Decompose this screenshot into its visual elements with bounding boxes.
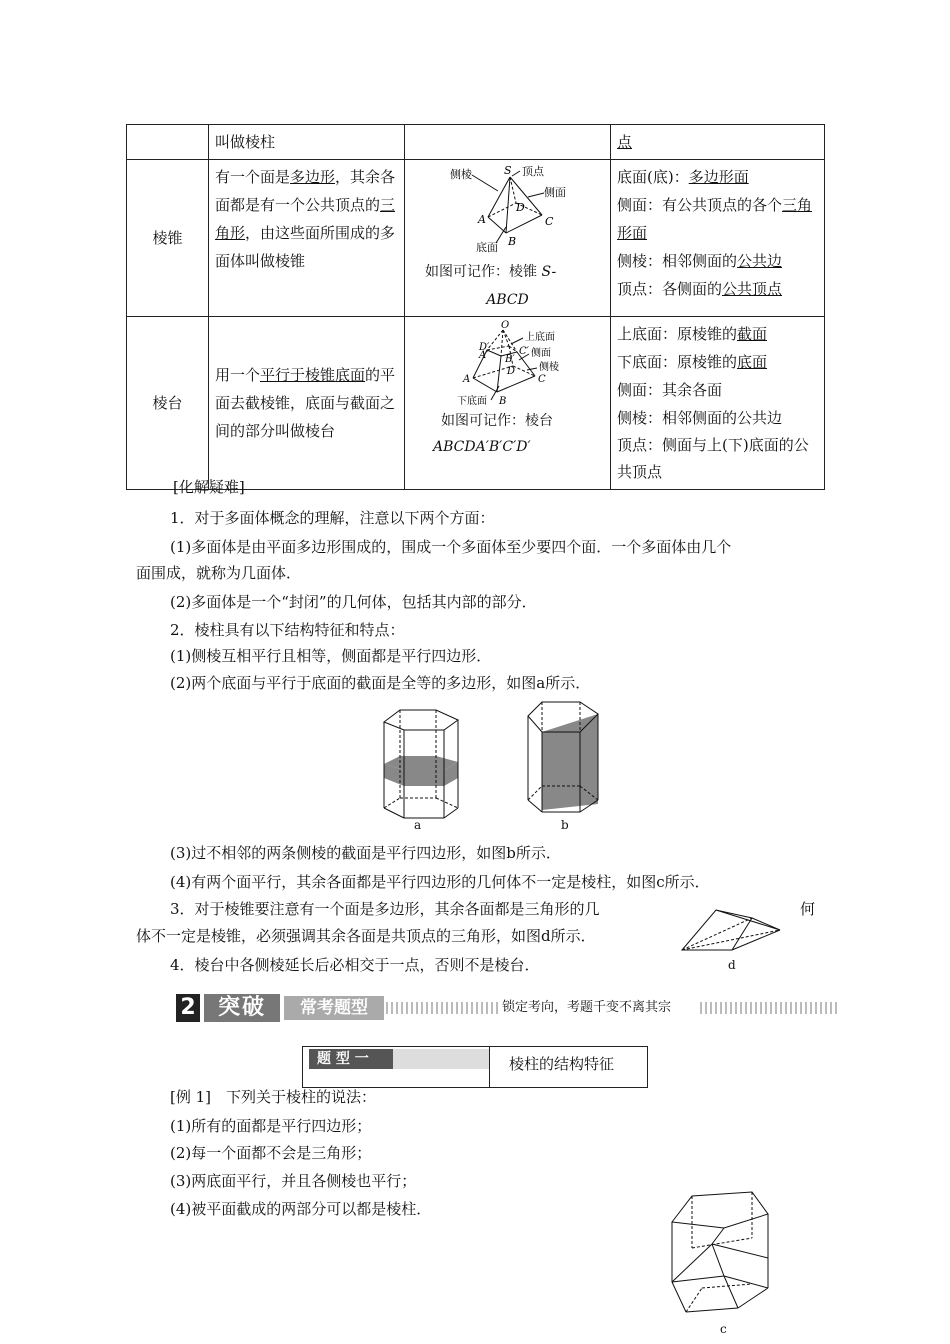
pyramid-name: 棱锥 bbox=[127, 160, 209, 317]
figure-d-label: d bbox=[728, 958, 736, 972]
svg-text:下底面: 下底面 bbox=[456, 396, 487, 407]
paragraph: (1)侧棱互相平行且相等，侧面都是平行四边形． bbox=[170, 647, 492, 665]
svg-text:C: C bbox=[537, 374, 546, 385]
pyramid-figure-cell: 侧棱 S 顶点 侧面 D A C B 底面 如图可记作：棱锥 S- ABCD bbox=[405, 160, 611, 317]
figure-c-label: c bbox=[720, 1322, 727, 1336]
section-heading: [化解疑难] bbox=[173, 478, 245, 496]
figure-a-label: a bbox=[414, 818, 422, 832]
frustum-diagram bbox=[443, 320, 573, 410]
paragraph: (4)有两个面平行，其余各面都是平行四边形的几何体不一定是棱柱，如图c所示． bbox=[170, 873, 710, 891]
paragraph: 1．对于多面体概念的理解，注意以下两个方面： bbox=[170, 509, 495, 527]
figure-c-solid bbox=[664, 1188, 784, 1322]
paragraph: (3)过不相邻的两条侧棱的截面是平行四边形，如图b所示． bbox=[170, 844, 561, 862]
banner-number: 2 bbox=[176, 994, 200, 1022]
type-tag: 题 型 一 bbox=[309, 1049, 401, 1069]
prism-def-tail: 叫做棱柱 bbox=[209, 125, 405, 160]
frustum-name: 棱台 bbox=[127, 317, 209, 490]
svg-text:侧面: 侧面 bbox=[530, 348, 551, 359]
svg-text:顶点: 顶点 bbox=[521, 165, 544, 178]
svg-text:B′: B′ bbox=[504, 354, 515, 365]
example-item: (3)两底面平行，并且各侧棱也平行； bbox=[170, 1172, 417, 1190]
banner-title: 突破 bbox=[204, 994, 280, 1022]
paragraph: (1)多面体是由平面多边形围成的，围成一个多面体至少要四个面．一个多面体由几个 bbox=[170, 538, 732, 556]
paragraph: 4．棱台中各侧棱延长后必相交于一点，否则不是棱台． bbox=[170, 956, 540, 974]
paragraph: 面围成，就称为几面体． bbox=[136, 564, 302, 582]
svg-text:B: B bbox=[507, 235, 516, 248]
pyramid-notes: 底面(底)：多边形面 侧面：有公共顶点的各个三角形面 侧棱：相邻侧面的公共边 顶点：各侧面的公共顶点 bbox=[611, 160, 825, 317]
paragraph-end: 何 bbox=[800, 900, 816, 918]
svg-text:A: A bbox=[477, 213, 486, 226]
paragraph: 3．对于棱锥要注意有一个面是多边形，其余各面都是三角形的几 bbox=[170, 900, 600, 918]
banner-subtitle: 常考题型 bbox=[284, 996, 384, 1020]
figure-d-solid bbox=[680, 904, 786, 956]
example-item: (1)所有的面都是平行四边形； bbox=[170, 1117, 372, 1135]
figure-b-label: b bbox=[561, 818, 569, 832]
example-item: (4)被平面截成的两部分可以都是棱柱． bbox=[170, 1200, 432, 1218]
svg-text:O: O bbox=[500, 320, 509, 331]
svg-text:D: D bbox=[506, 366, 515, 377]
section-banner bbox=[176, 994, 840, 1022]
figure-a-prism bbox=[378, 704, 462, 832]
paragraph: (2)两个底面与平行于底面的截面是全等的多边形，如图a所示． bbox=[170, 674, 591, 692]
example-item: (2)每一个面都不会是三角形； bbox=[170, 1144, 372, 1162]
svg-text:S: S bbox=[503, 165, 512, 177]
pyramid-diagram bbox=[448, 165, 568, 255]
paragraph: 2．棱柱具有以下结构特征和特点： bbox=[170, 621, 405, 639]
figure-b-prism bbox=[524, 700, 604, 832]
svg-text:A: A bbox=[462, 374, 470, 385]
table-row bbox=[127, 125, 825, 160]
frustum-figure-cell: O 上底面 侧面 侧棱 D′ A′ B′ C′ D A C B 下底面 如图可记作：棱台 ABCDA′B′C′D′ bbox=[405, 317, 611, 490]
banner-stripe bbox=[700, 1002, 840, 1014]
banner-tagline: 锁定考向，考题千变不离其宗 bbox=[502, 1000, 672, 1015]
frustum-def: 用一个平行于棱锥底面的平面去截棱锥，底面与截面之间的部分叫做棱台 bbox=[209, 317, 405, 490]
table-row bbox=[127, 317, 825, 490]
svg-text:C′: C′ bbox=[518, 346, 529, 357]
svg-text:B: B bbox=[498, 396, 506, 407]
concept-table bbox=[126, 124, 825, 490]
svg-text:侧棱: 侧棱 bbox=[449, 168, 472, 181]
prism-note-tail: 点 bbox=[617, 133, 633, 151]
svg-text:上底面: 上底面 bbox=[524, 332, 555, 343]
example-heading: [例 1] 下列关于棱柱的说法： bbox=[170, 1088, 377, 1106]
paragraph: 体不一定是棱锥，必须强调其余各面是共顶点的三角形，如图d所示． bbox=[136, 927, 596, 945]
type-title: 棱柱的结构特征 bbox=[509, 1055, 615, 1073]
pyramid-def: 有一个面是多边形，其余各面都是有一个公共顶点的三角形，由这些面所围成的多面体叫做棱锥 bbox=[209, 160, 405, 317]
svg-text:D′: D′ bbox=[478, 342, 489, 353]
svg-text:侧棱: 侧棱 bbox=[538, 362, 559, 373]
svg-text:底面: 底面 bbox=[475, 241, 498, 254]
question-type-box bbox=[302, 1046, 648, 1088]
paragraph: (2)多面体是一个“封闭”的几何体，包括其内部的部分． bbox=[170, 593, 537, 611]
banner-stripe bbox=[386, 1002, 500, 1014]
svg-text:D: D bbox=[515, 201, 525, 214]
table-row bbox=[127, 160, 825, 317]
frustum-notes: 上底面：原棱锥的截面 下底面：原棱锥的底面 侧面：其余各面 侧棱：相邻侧面的公共边 顶点：侧面与上(下)底面的公共顶点 bbox=[611, 317, 825, 490]
svg-text:侧面: 侧面 bbox=[543, 186, 566, 199]
type-tag-fill bbox=[393, 1049, 489, 1069]
svg-text:A′: A′ bbox=[478, 350, 488, 361]
svg-text:C: C bbox=[544, 215, 553, 228]
